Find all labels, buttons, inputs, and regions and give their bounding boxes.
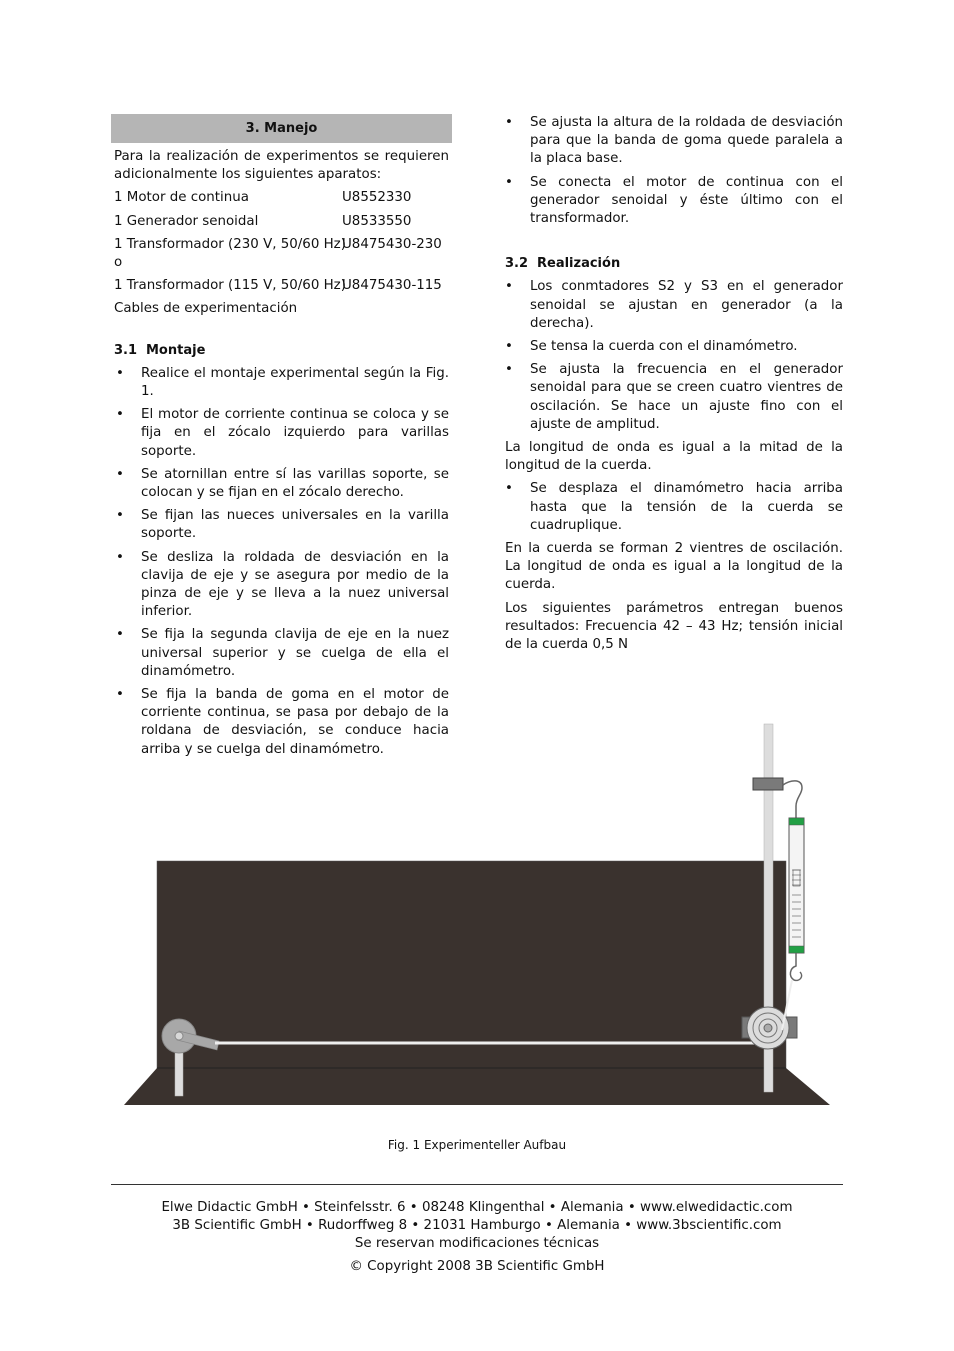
paragraph: Los siguientes parámetros entregan buenos resultados: Frecuencia 42 – 43 Hz; tensión inicial de la cuerda 0,5 N [505,600,843,653]
paragraph: La longitud de onda es igual a la mitad de la longitud de la cuerda. [505,440,843,474]
bullet: • [505,279,513,295]
list-item: • Se fijan las nueces universales en la varilla soporte. [116,508,449,542]
left-column [111,114,452,764]
paragraph: En la cuerda se forman 2 vientres de oscilación. La longitud de onda es igual a la longitud de la cuerda. [505,541,843,593]
footer-line: Elwe Didactic GmbH • Steinfelsstr. 6 • 08248 Klingenthal • Alemania • www.elwedidactic.com [161,1200,793,1215]
montaje-list [114,365,449,759]
right-column [503,114,843,659]
montaje-title: Montaje [146,342,206,358]
realizacion-heading [505,255,843,273]
bullet: • [505,362,513,378]
board-floor [124,1068,830,1105]
bullet: • [116,627,124,643]
footer [0,1199,954,1276]
dynamometer-cap-top [789,818,804,825]
bullet: • [116,407,124,423]
lower-hook-icon [790,953,801,980]
bullet: • [116,365,124,381]
footer-divider [111,1184,843,1185]
list-item: • El motor de corriente continua se coloca y se fija en el zócalo izquierdo para varillas soporte. [116,407,449,459]
bullet: • [116,549,124,565]
realizacion-list-2 [503,480,843,535]
bullet: • [505,481,513,497]
equipment-name: 1 Generador senoidal [114,213,259,229]
equipment-row [114,213,449,231]
list-item: • Se fija la segunda clavija de eje en la nuez universal superior y se cuelga de ella el dinamómetro. [116,627,449,679]
copyright: © Copyright 2008 3B Scientific GmbH [349,1259,605,1274]
montaje-number: 3.1 [114,342,138,358]
realizacion-number: 3.2 [505,256,529,272]
list-item: • Se desplaza el dinamómetro hacia arriba hasta que la tensión de la cuerda se cuadruplique. [505,481,843,533]
list-item: • Se tensa la cuerda con el dinamómetro. [503,338,843,356]
list-item: • Se ajusta la altura de la roldada de desviación para que la banda de goma quede paralela a la placa base. [505,115,843,167]
experiment-figure [120,720,835,1112]
intro-text: Para la realización de experimentos se requieren adicionalmente los siguientes aparatos: [114,149,449,183]
section-title: 3. Manejo [111,114,452,143]
bullet: • [505,174,513,190]
list-item: • Se fija la banda de goma en el motor de corriente continua, se pasa por debajo de la roldana de desviación, se conduce hacia arriba y se cuelga del dinamómetro. [116,687,449,757]
list-item: • Los conmtadores S2 y S3 en el generador senoidal se ajustan en generador (a la derecha). [505,279,843,331]
base-board [124,861,830,1105]
board-back [157,861,786,1068]
equipment-code: U8552330 [342,190,412,206]
equipment-row [114,189,449,207]
montaje-list-continued [503,114,843,228]
equipment-name: 1 Motor de continua [114,190,249,206]
list-item: • Realice el montaje experimental según la Fig. 1. [116,365,449,400]
list-item: • Se ajusta la frecuencia en el generador senoidal para que se creen cuatro vientres de oscilación. Se hace un ajuste fino con el ajuste de amplitud. [505,362,843,432]
figure-caption: Fig. 1 Experimenteller Aufbau [387,1138,567,1152]
bullet: • [505,339,513,355]
upper-clamp [753,778,783,790]
equipment-code: U8533550 [342,213,412,229]
cables-text: Cables de experimentación [114,301,298,317]
list-item: • Se conecta el motor de continua con el generador senoidal y éste último con el transformador. [505,174,843,227]
list-item: • Se atornillan entre sí las varillas soporte, se colocan y se fijan en el zócalo derecho. [116,466,449,501]
hook-icon [783,781,802,818]
equipment-row [114,236,449,254]
equipment-name: 1 Transformador (115 V, 50/60 Hz) [114,278,346,294]
equipment-name: 1 Transformador (230 V, 50/60 Hz) [114,236,346,252]
bullet: • [116,508,124,524]
bullet: • [505,115,513,130]
bullet: • [116,466,124,482]
footer-line: Se reservan modificaciones técnicas [354,1236,600,1251]
or-word: o [114,255,123,271]
dynamometer-body [789,818,804,953]
list-item: • Se desliza la roldada de desviación en la clavija de eje y se asegura por medio de la pinza de eje y se lleva a la nuez universal inferior. [116,549,449,620]
footer-line: 3B Scientific GmbH • Rudorffweg 8 • 21031 Hamburgo • Alemania • www.3bscientific.com [172,1218,782,1233]
equipment-code: U8475430-115 [342,278,442,294]
equipment-code: U8475430-230 [342,236,442,252]
montaje-heading [114,342,449,360]
dynamometer-cap-bottom [789,946,804,953]
realizacion-title: Realización [537,256,621,272]
bullet: • [116,687,124,703]
realizacion-list [503,278,843,434]
equipment-row [114,277,449,295]
